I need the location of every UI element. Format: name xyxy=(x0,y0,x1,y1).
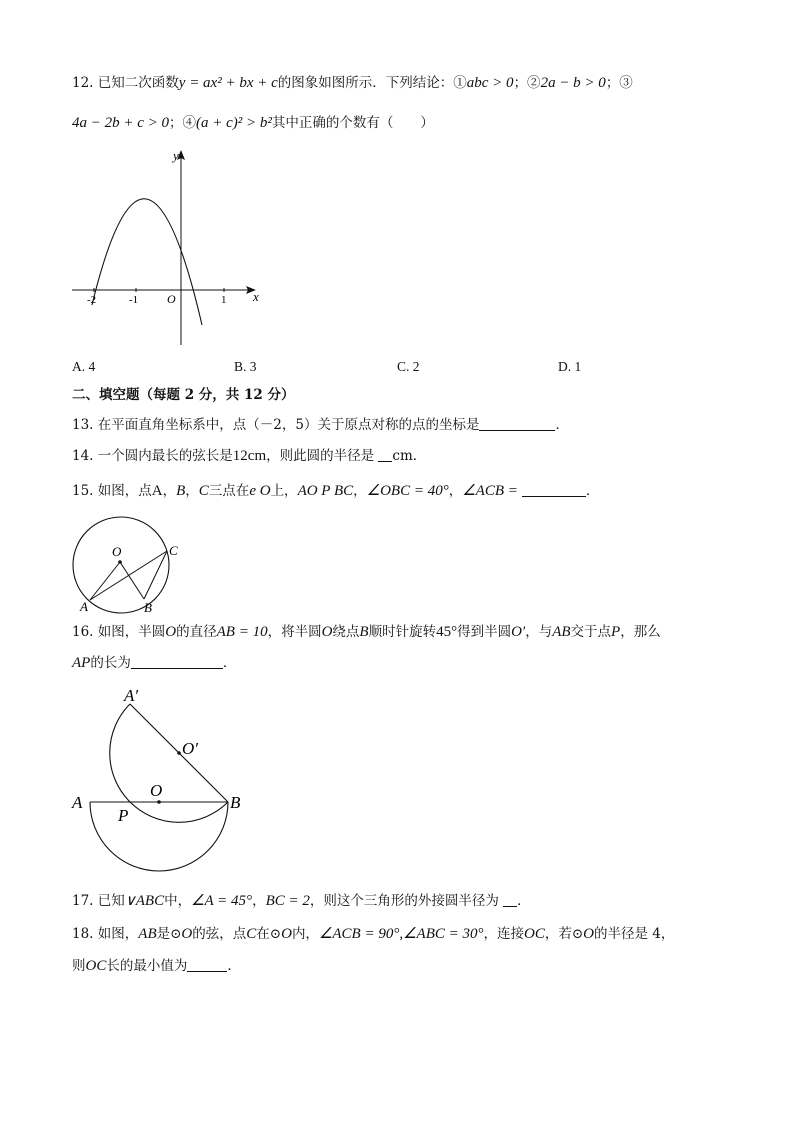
q18-text: 在⊙ xyxy=(256,926,282,942)
parabola-curve xyxy=(92,199,202,325)
q12-text: ；② xyxy=(513,75,541,91)
q17 xyxy=(72,892,531,910)
q16-text: 的直径 xyxy=(176,624,217,640)
q18-angles: ∠ACB = 90°,∠ABC = 30° xyxy=(318,926,484,942)
q15-answer-blank[interactable] xyxy=(522,482,586,497)
q18-text: 是⊙ xyxy=(156,926,182,942)
q14-text: 一个圆内最长的弦长是 xyxy=(97,448,233,464)
q18-text: ． xyxy=(227,958,241,974)
q17-number: 17. xyxy=(72,893,94,909)
q17-answer-blank[interactable] xyxy=(503,892,517,907)
q12-text: 已知二次函数 xyxy=(97,75,179,91)
q12-option-c[interactable]: C. 2 xyxy=(397,359,420,374)
q18-oc: OC xyxy=(85,958,107,974)
label-o: O xyxy=(150,781,163,800)
q12-parabola-graph xyxy=(66,145,266,350)
q18-o: O xyxy=(583,926,594,942)
q18-text: 长的最小值为 xyxy=(106,958,188,974)
semicircle-o-prime xyxy=(110,704,228,822)
tick-label: 1 xyxy=(221,294,227,306)
q15 xyxy=(72,482,599,500)
q16-text: ． xyxy=(222,655,237,671)
q12-conclusion-1: abc > 0 xyxy=(466,75,514,91)
q18-c: C xyxy=(246,926,257,942)
q16-line2 xyxy=(72,654,236,672)
label-c: C xyxy=(169,543,178,558)
q12-text: 其中正确的个数有（ ） xyxy=(271,115,434,131)
y-axis-label: y xyxy=(173,148,179,163)
q14-value: 12cm xyxy=(232,448,267,464)
q18-text: 如图， xyxy=(97,926,139,942)
x-axis-label: x xyxy=(253,289,259,304)
q17-side-bc: BC = 2 xyxy=(265,893,310,909)
tick-label: -2 xyxy=(87,294,97,306)
q15-point-c: C xyxy=(198,483,209,499)
q12-text: 的图象如图所示．下列结论：① xyxy=(277,75,467,91)
q17-text: ，则这个三角形的外接圆半径为 xyxy=(309,893,504,909)
q15-number: 15. xyxy=(72,483,94,499)
q14-text: cm． xyxy=(392,448,427,464)
q18-text: 的半径是 4， xyxy=(593,926,675,942)
label-b: B xyxy=(230,793,241,812)
label-o-prime: O′ xyxy=(182,739,198,758)
q18-text: 内， xyxy=(291,926,319,942)
q18-answer-blank[interactable] xyxy=(187,957,227,972)
q18-text: 则 xyxy=(72,958,86,974)
q12-conclusion-4: (a + c)² > b² xyxy=(196,115,272,131)
q16-ab: AB xyxy=(552,624,571,640)
q12-option-b[interactable]: B. 3 xyxy=(234,359,257,374)
q12-option-a[interactable]: A. 4 xyxy=(72,359,96,374)
q16-text: ，那么 xyxy=(620,624,661,640)
q16-diameter: AB = 10 xyxy=(216,624,268,640)
q16-o: O xyxy=(321,624,333,640)
q15-point-b: B xyxy=(176,483,186,499)
q15-text: 上， xyxy=(270,483,298,499)
q16-text: 顺时针旋转 xyxy=(368,624,437,640)
q16-semicircle-figure xyxy=(66,682,256,882)
q18-line1 xyxy=(72,925,674,943)
q17-text: ， xyxy=(252,893,266,909)
q15-text: 如图，点 xyxy=(97,483,152,499)
q16-answer-blank[interactable] xyxy=(131,654,223,669)
q18-number: 18. xyxy=(72,926,94,942)
q16-line1 xyxy=(72,623,661,641)
q18-oc: OC xyxy=(523,926,545,942)
q16-p: P xyxy=(611,624,621,640)
q12-conclusion-3: 4a − 2b + c > 0 xyxy=(72,115,170,131)
q15-text: ． xyxy=(585,483,600,499)
q16-text: ，将半圆 xyxy=(267,624,322,640)
q13-answer-blank[interactable] xyxy=(479,416,555,431)
q16-ap: AP xyxy=(72,655,91,671)
q15-parallel: AO P BC xyxy=(297,483,354,499)
label-o: O xyxy=(112,544,122,559)
q14-text: ，则此圆的半径是 xyxy=(266,448,379,464)
q13-text: 在平面直角坐标系中，点（－2，5）关于原点对称的点的坐标是 xyxy=(97,417,480,433)
q15-angle-obc: ∠OBC = 40° xyxy=(366,483,449,499)
label-b: B xyxy=(144,600,152,615)
q12-text: ；④ xyxy=(169,115,197,131)
q15-text: ， xyxy=(353,483,367,499)
label-a: A xyxy=(72,793,83,812)
q14-answer-blank[interactable] xyxy=(378,447,392,462)
q12-line1 xyxy=(72,74,633,92)
q18-o: O xyxy=(181,926,193,942)
q15-text: ， xyxy=(162,483,177,499)
q16-text: 如图，半圆 xyxy=(97,624,166,640)
q16-number: 16. xyxy=(72,624,94,640)
tick-label: -1 xyxy=(129,294,139,306)
q15-text: ， xyxy=(185,483,199,499)
center-o-dot xyxy=(157,800,161,804)
q16-b: B xyxy=(359,624,369,640)
q18-text: 的弦，点 xyxy=(192,926,247,942)
q14 xyxy=(72,447,426,465)
q12-text: ；③ xyxy=(605,75,633,91)
q18-ab: AB xyxy=(138,926,157,942)
q17-angle-a: ∠A = 45° xyxy=(191,893,253,909)
q13-text: ． xyxy=(555,417,569,433)
center-dot xyxy=(118,560,122,564)
q14-number: 14. xyxy=(72,448,94,464)
q16-text: 得到半圆 xyxy=(457,624,512,640)
q16-text: ，与 xyxy=(525,624,553,640)
semicircle-o xyxy=(90,802,228,871)
q15-angle-acb: ∠ACB = xyxy=(462,483,518,499)
q18-o: O xyxy=(281,926,292,942)
q16-text: 绕点 xyxy=(332,624,360,640)
q13-number: 13. xyxy=(72,417,94,433)
q18-line2 xyxy=(72,957,241,975)
q17-text: 已知 xyxy=(97,893,125,909)
q12-line2 xyxy=(72,114,434,132)
q12-function: y = ax² + bx + c xyxy=(178,75,278,91)
center-o-prime-dot xyxy=(177,751,181,755)
q17-triangle: ∨ABC xyxy=(124,893,165,909)
segment-ao xyxy=(90,562,120,600)
section-heading: 二、填空题（每题 2 分，共 12 分） xyxy=(72,387,295,403)
q12-conclusion-2: 2a − b > 0 xyxy=(540,75,606,91)
q15-circle-figure xyxy=(66,515,196,620)
q12-number: 12. xyxy=(72,75,94,91)
q16-text: 的长为 xyxy=(90,655,131,671)
q18-text: ，连接 xyxy=(483,926,524,942)
q18-text: ，若⊙ xyxy=(544,926,584,942)
origin-label: O xyxy=(167,292,176,306)
q15-point-a: A xyxy=(151,483,163,499)
q15-text: ， xyxy=(448,483,463,499)
q13 xyxy=(72,416,569,434)
q15-text: 三点在 xyxy=(208,483,250,499)
q17-text: ． xyxy=(517,893,531,909)
q16-degree: 45° xyxy=(436,624,458,640)
q15-circle: e O xyxy=(249,483,271,499)
label-a-prime: A′ xyxy=(124,686,139,705)
q16-o: O xyxy=(165,624,177,640)
q12-option-d[interactable]: D. 1 xyxy=(558,359,582,374)
label-a: A xyxy=(80,599,88,614)
label-p: P xyxy=(118,806,129,825)
q16-o-prime: O′ xyxy=(511,624,526,640)
q16-text: 交于点 xyxy=(570,624,612,640)
q17-text: 中， xyxy=(164,893,192,909)
